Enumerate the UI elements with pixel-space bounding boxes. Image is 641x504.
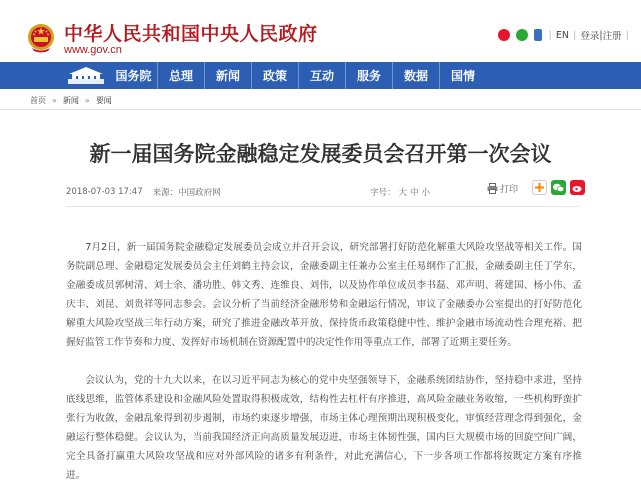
- breadcrumb-separator: »: [52, 96, 57, 105]
- separator: |: [573, 29, 577, 41]
- login-link[interactable]: 登录: [580, 31, 600, 42]
- breadcrumb-separator: »: [84, 96, 90, 105]
- font-size-small[interactable]: 小: [421, 188, 431, 198]
- source-name: 中国政府网: [178, 188, 221, 198]
- print-button[interactable]: [487, 182, 518, 195]
- print-label: 打印: [500, 185, 519, 195]
- breadcrumb: [30, 95, 112, 106]
- source-label: 来源：: [152, 188, 179, 198]
- weibo-icon[interactable]: [498, 29, 510, 41]
- font-size-label: 字号：: [370, 188, 396, 198]
- mobile-icon[interactable]: [534, 29, 542, 41]
- article-title: 新一届国务院金融稳定发展委员会召开第一次会议: [89, 142, 552, 166]
- printer-icon: [487, 183, 498, 194]
- nav-item-hudong[interactable]: 互动: [298, 62, 345, 89]
- main-nav: [0, 62, 641, 89]
- separator: |: [625, 29, 629, 41]
- article-paragraph: 7月2日，新一届国务院金融稳定发展委员会成立并召开会议，研究部署打好防范化解重大风险攻坚战等相关工作。国务院副总理、金融稳定发展委员会主任刘鹤主持会议，金融委副主任兼办公室主任易纲作了汇报，金融委副主任丁学东，金融委成员郭树清、刘士余、潘功胜、韩文秀、连维良、刘伟，以及协作单位成员李书磊、邓声明、蒋建国、杨小伟、孟庆丰、刘昆、刘贵祥等同志参会。会议分析了当前经济金融形势和金融运行情况，审议了金融委办公室提出的打好防范化解重大风险攻坚战三年行动方案，研究了推进金融改革开放、保持货币政策稳健中性、维护金融市场流动性合理充裕、把握好监管工作节奏和力度、发挥好市场机制在资源配置中的决定性作用等重点工作，部署了近期主要任务。: [66, 242, 582, 348]
- font-size-large[interactable]: 大: [398, 188, 408, 198]
- tiananmen-icon[interactable]: [62, 62, 110, 89]
- nav-item-guowuyuan[interactable]: 国务院: [115, 69, 152, 83]
- national-emblem-icon[interactable]: [26, 22, 56, 54]
- separator: |: [548, 29, 552, 41]
- publish-date: 2018-07-03 17:47: [66, 187, 143, 197]
- share-wechat-icon[interactable]: [551, 180, 566, 195]
- nav-item-xinwen[interactable]: 新闻: [204, 62, 251, 89]
- share-more-icon[interactable]: [532, 180, 547, 195]
- nav-item-shuju[interactable]: 数据: [392, 62, 439, 89]
- share-weibo-icon[interactable]: [570, 180, 585, 195]
- article-meta: [66, 186, 221, 198]
- wechat-icon[interactable]: [516, 29, 528, 41]
- article-body: [66, 238, 582, 504]
- article-paragraph: 会议认为，党的十九大以来，在以习近平同志为核心的党中央坚强领导下，金融系统团结协作，坚持稳中求进，坚持底线思维，监管体系建设和金融风险处置取得积极成效，结构性去杠杆有序推进，高风险金融业务收缩，一些机构野蛮扩张行为收敛，金融乱象得到初步遏制，市场约束逐步增强，市场主体心理预期出现积极变化，审慎经营理念得到强化，金融运行整体稳健。会议认为，当前我国经济正向高质量发展迈进，市场主体韧性强，国内巨大规模市场的回旋空间广阔，完全具备打赢重大风险攻坚战和应对外部风险的诸多有利条件，对此充满信心，下一步各项工作都将按既定方案有序推进。: [66, 375, 582, 481]
- font-size-control: [370, 186, 430, 198]
- register-link[interactable]: 注册: [602, 31, 622, 42]
- nav-item-zongli[interactable]: 总理: [157, 62, 204, 89]
- breadcrumb-news[interactable]: 新闻: [62, 96, 79, 105]
- nav-item-fuwu[interactable]: 服务: [345, 62, 392, 89]
- breadcrumb-top-news[interactable]: 要闻: [95, 96, 112, 105]
- divider: [0, 109, 641, 110]
- nav-items: [110, 62, 486, 89]
- divider: [66, 206, 579, 207]
- site-url[interactable]: www.gov.cn: [64, 44, 122, 56]
- site-header: [0, 0, 641, 62]
- font-size-medium[interactable]: 中: [410, 188, 419, 198]
- nav-item-zhengce[interactable]: 政策: [251, 62, 298, 89]
- site-title[interactable]: 中华人民共和国中央人民政府: [64, 23, 318, 45]
- nav-item-guoqing[interactable]: 国情: [439, 62, 486, 89]
- separator: |: [599, 29, 603, 41]
- language-en-link[interactable]: EN: [555, 29, 570, 41]
- breadcrumb-home[interactable]: 首页: [30, 96, 46, 105]
- share-bar: [528, 180, 585, 195]
- utility-bar: [495, 28, 633, 42]
